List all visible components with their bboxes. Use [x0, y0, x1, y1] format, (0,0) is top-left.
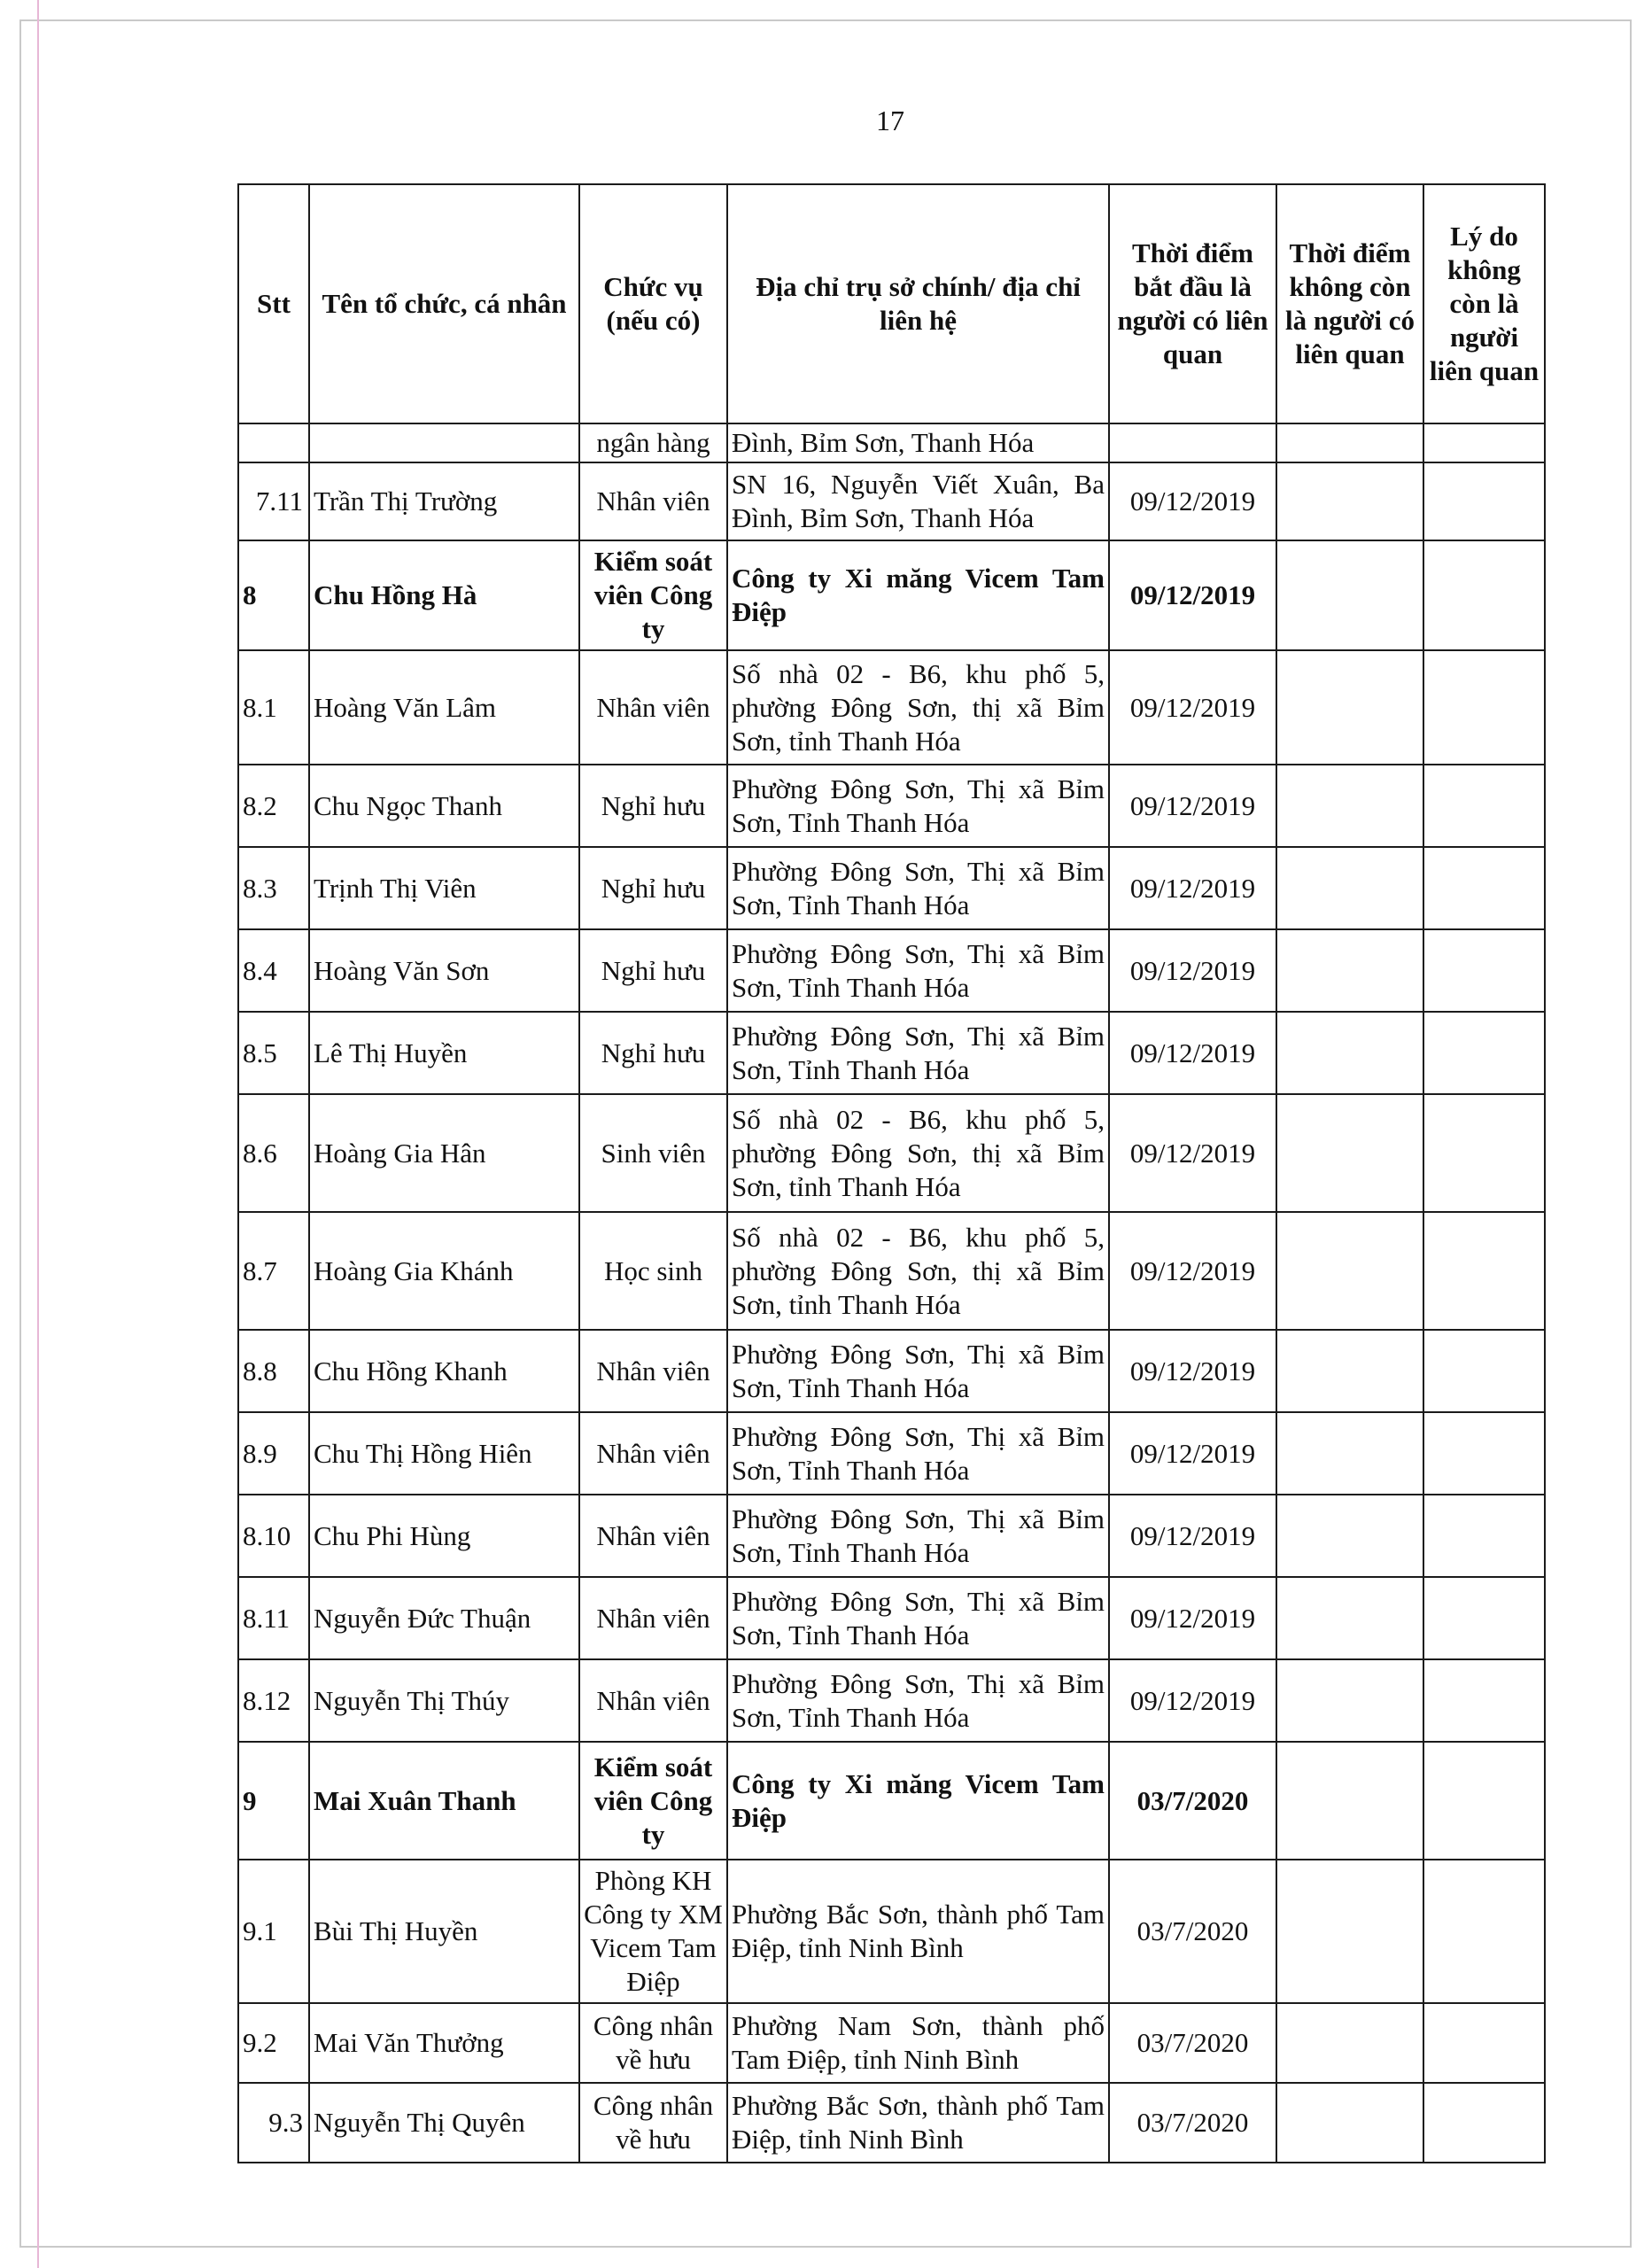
cell-address: Phường Bắc Sơn, thành phố Tam Điệp, tỉnh Ninh Bình — [727, 1860, 1109, 2003]
cell-reason — [1423, 1094, 1545, 1212]
col-header-role: Chức vụ (nếu có) — [579, 184, 727, 423]
cell-end — [1276, 1012, 1423, 1094]
cell-stt: 8.6 — [238, 1094, 309, 1212]
table-row — [238, 929, 1545, 1012]
cell-role: Sinh viên — [579, 1094, 727, 1212]
cell-address: Phường Đông Sơn, Thị xã Bỉm Sơn, Tỉnh Thanh Hóa — [727, 1330, 1109, 1412]
cell-address: Số nhà 02 - B6, khu phố 5, phường Đông Sơn, thị xã Bỉm Sơn, tỉnh Thanh Hóa — [727, 650, 1109, 765]
cell-stt: 8.8 — [238, 1330, 309, 1412]
cell-stt: 8.7 — [238, 1212, 309, 1330]
cell-name: Chu Hồng Hà — [309, 540, 579, 650]
margin-line — [37, 0, 39, 2268]
table-row — [238, 1212, 1545, 1330]
cell-role: Kiểm soát viên Công ty — [579, 540, 727, 650]
cell-stt: 8.5 — [238, 1012, 309, 1094]
table-row — [238, 2083, 1545, 2163]
cell-end — [1276, 1577, 1423, 1659]
cell-role: Học sinh — [579, 1212, 727, 1330]
table-row — [238, 1495, 1545, 1577]
cell-address: Phường Đông Sơn, Thị xã Bỉm Sơn, Tỉnh Thanh Hóa — [727, 1412, 1109, 1495]
cell-start: 09/12/2019 — [1109, 929, 1276, 1012]
cell-reason — [1423, 2003, 1545, 2083]
cell-stt: 9.3 — [238, 2083, 309, 2163]
cell-start: 09/12/2019 — [1109, 1577, 1276, 1659]
cell-name: Trần Thị Trường — [309, 462, 579, 540]
cell-start — [1109, 423, 1276, 462]
cell-address: Công ty Xi măng Vicem Tam Điệp — [727, 1742, 1109, 1860]
col-header-reason: Lý do không còn là người liên quan — [1423, 184, 1545, 423]
cell-start: 09/12/2019 — [1109, 1495, 1276, 1577]
table-row — [238, 1659, 1545, 1742]
cell-address: Phường Đông Sơn, Thị xã Bỉm Sơn, Tỉnh Thanh Hóa — [727, 1577, 1109, 1659]
cell-address: Số nhà 02 - B6, khu phố 5, phường Đông Sơn, thị xã Bỉm Sơn, tỉnh Thanh Hóa — [727, 1094, 1109, 1212]
cell-role: Nghỉ hưu — [579, 765, 727, 847]
cell-name — [309, 423, 579, 462]
cell-end — [1276, 2083, 1423, 2163]
cell-end — [1276, 1742, 1423, 1860]
cell-end — [1276, 1860, 1423, 2003]
cell-reason — [1423, 929, 1545, 1012]
cell-end — [1276, 423, 1423, 462]
cell-role: Công nhân về hưu — [579, 2083, 727, 2163]
cell-name: Chu Thị Hồng Hiên — [309, 1412, 579, 1495]
cell-start: 09/12/2019 — [1109, 1330, 1276, 1412]
cell-reason — [1423, 1577, 1545, 1659]
cell-address: Phường Đông Sơn, Thị xã Bỉm Sơn, Tỉnh Thanh Hóa — [727, 847, 1109, 929]
cell-role: Nghỉ hưu — [579, 1012, 727, 1094]
cell-start: 09/12/2019 — [1109, 1412, 1276, 1495]
cell-end — [1276, 462, 1423, 540]
cell-start: 09/12/2019 — [1109, 1094, 1276, 1212]
table-row — [238, 765, 1545, 847]
table-row — [238, 462, 1545, 540]
cell-address: Công ty Xi măng Vicem Tam Điệp — [727, 540, 1109, 650]
cell-end — [1276, 1330, 1423, 1412]
table-row — [238, 423, 1545, 462]
cell-stt: 7.11 — [238, 462, 309, 540]
cell-name: Nguyễn Đức Thuận — [309, 1577, 579, 1659]
cell-role: Nhân viên — [579, 1495, 727, 1577]
col-header-stt: Stt — [238, 184, 309, 423]
cell-stt: 8.12 — [238, 1659, 309, 1742]
cell-address: Số nhà 02 - B6, khu phố 5, phường Đông Sơn, thị xã Bỉm Sơn, tỉnh Thanh Hóa — [727, 1212, 1109, 1330]
table-row — [238, 1742, 1545, 1860]
table-row — [238, 847, 1545, 929]
cell-reason — [1423, 847, 1545, 929]
col-header-address: Địa chỉ trụ sở chính/ địa chỉ liên hệ — [727, 184, 1109, 423]
cell-reason — [1423, 1742, 1545, 1860]
cell-end — [1276, 2003, 1423, 2083]
cell-reason — [1423, 650, 1545, 765]
cell-reason — [1423, 1212, 1545, 1330]
cell-start: 03/7/2020 — [1109, 2083, 1276, 2163]
cell-start: 03/7/2020 — [1109, 1742, 1276, 1860]
cell-start: 09/12/2019 — [1109, 650, 1276, 765]
cell-address: Đình, Bỉm Sơn, Thanh Hóa — [727, 423, 1109, 462]
cell-role: Nghỉ hưu — [579, 929, 727, 1012]
cell-start: 09/12/2019 — [1109, 765, 1276, 847]
col-header-start: Thời điểm bắt đầu là người có liên quan — [1109, 184, 1276, 423]
cell-stt: 9 — [238, 1742, 309, 1860]
cell-start: 09/12/2019 — [1109, 1012, 1276, 1094]
cell-start: 03/7/2020 — [1109, 2003, 1276, 2083]
cell-address: SN 16, Nguyễn Viết Xuân, Ba Đình, Bỉm Sơn, Thanh Hóa — [727, 462, 1109, 540]
cell-reason — [1423, 462, 1545, 540]
cell-name: Bùi Thị Huyền — [309, 1860, 579, 2003]
cell-reason — [1423, 423, 1545, 462]
col-header-end: Thời điểm không còn là người có liên quan — [1276, 184, 1423, 423]
cell-reason — [1423, 540, 1545, 650]
cell-address: Phường Đông Sơn, Thị xã Bỉm Sơn, Tỉnh Thanh Hóa — [727, 1659, 1109, 1742]
cell-stt — [238, 423, 309, 462]
cell-role: Nhân viên — [579, 1330, 727, 1412]
cell-reason — [1423, 1330, 1545, 1412]
cell-address: Phường Bắc Sơn, thành phố Tam Điệp, tỉnh Ninh Bình — [727, 2083, 1109, 2163]
cell-reason — [1423, 765, 1545, 847]
cell-start: 09/12/2019 — [1109, 1659, 1276, 1742]
cell-end — [1276, 650, 1423, 765]
cell-role: Công nhân về hưu — [579, 2003, 727, 2083]
cell-reason — [1423, 1412, 1545, 1495]
cell-name: Chu Ngọc Thanh — [309, 765, 579, 847]
cell-role: Nhân viên — [579, 1577, 727, 1659]
cell-start: 09/12/2019 — [1109, 540, 1276, 650]
cell-role: Nhân viên — [579, 462, 727, 540]
cell-start: 09/12/2019 — [1109, 1212, 1276, 1330]
cell-start: 03/7/2020 — [1109, 1860, 1276, 2003]
cell-name: Mai Văn Thưởng — [309, 2003, 579, 2083]
cell-start: 09/12/2019 — [1109, 847, 1276, 929]
cell-role: Nhân viên — [579, 650, 727, 765]
related-persons-table — [237, 183, 1546, 2163]
cell-name: Hoàng Văn Lâm — [309, 650, 579, 765]
cell-name: Hoàng Gia Khánh — [309, 1212, 579, 1330]
cell-address: Phường Đông Sơn, Thị xã Bỉm Sơn, Tỉnh Thanh Hóa — [727, 765, 1109, 847]
cell-end — [1276, 1212, 1423, 1330]
cell-role: Nhân viên — [579, 1659, 727, 1742]
cell-end — [1276, 1659, 1423, 1742]
cell-role: Phòng KH Công ty XM Vicem Tam Điệp — [579, 1860, 727, 2003]
cell-role: Nghỉ hưu — [579, 847, 727, 929]
cell-name: Hoàng Văn Sơn — [309, 929, 579, 1012]
cell-stt: 8.4 — [238, 929, 309, 1012]
cell-stt: 8.11 — [238, 1577, 309, 1659]
cell-reason — [1423, 2083, 1545, 2163]
cell-end — [1276, 1094, 1423, 1212]
cell-stt: 8.2 — [238, 765, 309, 847]
table-row — [238, 1577, 1545, 1659]
table-row — [238, 1330, 1545, 1412]
cell-name: Hoàng Gia Hân — [309, 1094, 579, 1212]
cell-end — [1276, 847, 1423, 929]
cell-name: Nguyễn Thị Quyên — [309, 2083, 579, 2163]
table-row — [238, 650, 1545, 765]
cell-end — [1276, 1412, 1423, 1495]
table-row — [238, 1860, 1545, 2003]
cell-reason — [1423, 1012, 1545, 1094]
cell-name: Trịnh Thị Viên — [309, 847, 579, 929]
cell-address: Phường Đông Sơn, Thị xã Bỉm Sơn, Tỉnh Thanh Hóa — [727, 1495, 1109, 1577]
cell-address: Phường Đông Sơn, Thị xã Bỉm Sơn, Tỉnh Thanh Hóa — [727, 929, 1109, 1012]
cell-name: Lê Thị Huyền — [309, 1012, 579, 1094]
cell-start: 09/12/2019 — [1109, 462, 1276, 540]
cell-address: Phường Đông Sơn, Thị xã Bỉm Sơn, Tỉnh Thanh Hóa — [727, 1012, 1109, 1094]
cell-end — [1276, 540, 1423, 650]
cell-role: Nhân viên — [579, 1412, 727, 1495]
cell-address: Phường Nam Sơn, thành phố Tam Điệp, tỉnh Ninh Bình — [727, 2003, 1109, 2083]
col-header-name: Tên tổ chức, cá nhân — [309, 184, 579, 423]
cell-role: Kiểm soát viên Công ty — [579, 1742, 727, 1860]
cell-stt: 9.2 — [238, 2003, 309, 2083]
cell-end — [1276, 765, 1423, 847]
page-number: 17 — [876, 105, 904, 136]
table-row — [238, 2003, 1545, 2083]
cell-reason — [1423, 1860, 1545, 2003]
cell-reason — [1423, 1495, 1545, 1577]
cell-reason — [1423, 1659, 1545, 1742]
cell-name: Mai Xuân Thanh — [309, 1742, 579, 1860]
table-row — [238, 1094, 1545, 1212]
table-row — [238, 540, 1545, 650]
cell-end — [1276, 929, 1423, 1012]
cell-name: Nguyễn Thị Thúy — [309, 1659, 579, 1742]
cell-stt: 8 — [238, 540, 309, 650]
table-row — [238, 1012, 1545, 1094]
cell-stt: 8.10 — [238, 1495, 309, 1577]
table-row — [238, 1412, 1545, 1495]
cell-name: Chu Phi Hùng — [309, 1495, 579, 1577]
cell-stt: 9.1 — [238, 1860, 309, 2003]
cell-name: Chu Hồng Khanh — [309, 1330, 579, 1412]
cell-role: ngân hàng — [579, 423, 727, 462]
table-header-row — [238, 184, 1545, 423]
cell-stt: 8.9 — [238, 1412, 309, 1495]
cell-end — [1276, 1495, 1423, 1577]
cell-stt: 8.3 — [238, 847, 309, 929]
cell-stt: 8.1 — [238, 650, 309, 765]
